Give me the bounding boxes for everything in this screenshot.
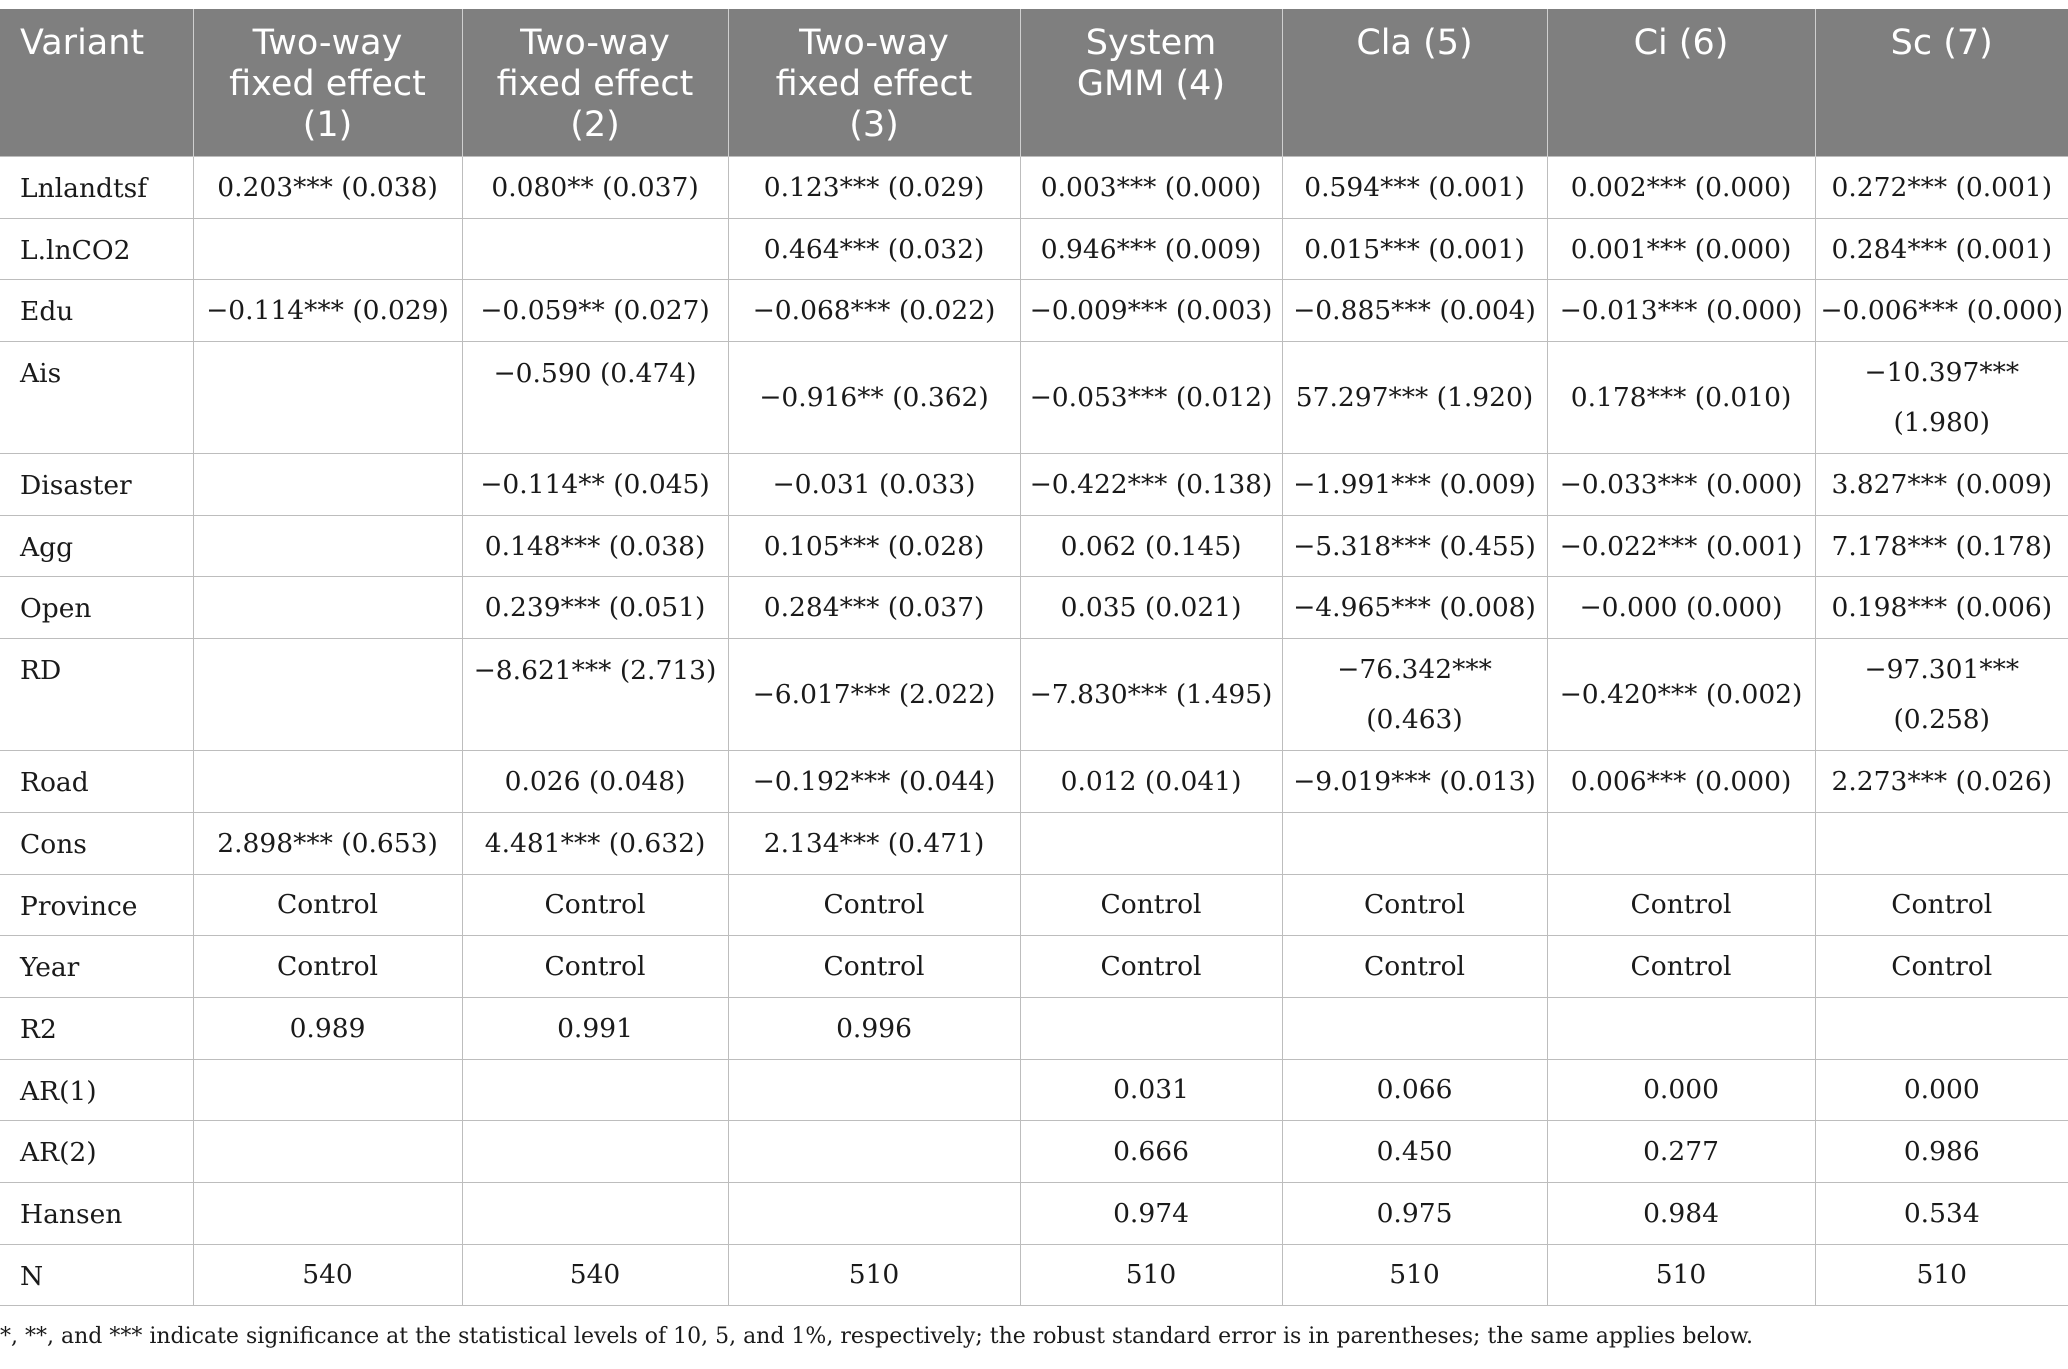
row-label: Disaster bbox=[0, 454, 193, 516]
row-label: Edu bbox=[0, 280, 193, 342]
header-label: Two-way fixed effect (2) bbox=[496, 23, 694, 145]
row-label: R2 bbox=[0, 997, 193, 1059]
table-cell: −0.885*** (0.004) bbox=[1282, 280, 1547, 342]
table-cell: 0.066 bbox=[1282, 1059, 1547, 1121]
table-cell: −6.017*** (2.022) bbox=[728, 639, 1020, 751]
table-footnote: *, **, and *** indicate significance at the statistical levels of 10, 5, and 1%, respectively; the robust standard error is in parentheses; the same applies below. bbox=[0, 1324, 1753, 1349]
table-cell: 0.000 bbox=[1547, 1059, 1815, 1121]
table-row bbox=[0, 936, 2068, 998]
table-cell: 0.001*** (0.000) bbox=[1547, 218, 1815, 280]
table-cell: 0.991 bbox=[462, 997, 728, 1059]
table-cell: 0.203*** (0.038) bbox=[193, 157, 462, 219]
table-cell: Control bbox=[1282, 874, 1547, 936]
table-cell: 0.148*** (0.038) bbox=[462, 515, 728, 577]
row-label: Lnlandtsf bbox=[0, 157, 193, 219]
table-cell bbox=[193, 1182, 462, 1244]
table-header bbox=[0, 9, 2068, 157]
row-label: Open bbox=[0, 577, 193, 639]
table-cell: 0.080** (0.037) bbox=[462, 157, 728, 219]
table-cell: Control bbox=[728, 936, 1020, 998]
table-cell: 57.297*** (1.920) bbox=[1282, 342, 1547, 454]
table-cell bbox=[462, 1121, 728, 1183]
row-label: Year bbox=[0, 936, 193, 998]
table-cell bbox=[728, 1059, 1020, 1121]
table-body bbox=[0, 157, 2068, 1306]
table-row bbox=[0, 157, 2068, 219]
cell-value: −97.301*** (0.258) bbox=[1864, 653, 2020, 735]
row-label: N bbox=[0, 1244, 193, 1306]
table-cell bbox=[193, 1059, 462, 1121]
table-cell: 0.198*** (0.006) bbox=[1815, 577, 2068, 639]
table-cell bbox=[728, 1182, 1020, 1244]
table-cell bbox=[193, 454, 462, 516]
table-cell bbox=[462, 1182, 728, 1244]
table-cell: −4.965*** (0.008) bbox=[1282, 577, 1547, 639]
table-row bbox=[0, 280, 2068, 342]
table-cell: −0.006*** (0.000) bbox=[1815, 280, 2068, 342]
table-cell: 0.996 bbox=[728, 997, 1020, 1059]
table-cell: −0.192*** (0.044) bbox=[728, 751, 1020, 813]
table-cell: Control bbox=[193, 936, 462, 998]
row-label: Ais bbox=[0, 342, 193, 454]
table-cell: 0.666 bbox=[1020, 1121, 1282, 1183]
table-row bbox=[0, 1059, 2068, 1121]
table-row bbox=[0, 218, 2068, 280]
table-cell: Control bbox=[1547, 936, 1815, 998]
table-cell: 2.898*** (0.653) bbox=[193, 812, 462, 874]
table-cell: 540 bbox=[462, 1244, 728, 1306]
table-cell: −0.033*** (0.000) bbox=[1547, 454, 1815, 516]
row-label: AR(2) bbox=[0, 1121, 193, 1183]
table-cell: −1.991*** (0.009) bbox=[1282, 454, 1547, 516]
cell-value: −76.342*** (0.463) bbox=[1337, 653, 1492, 735]
table-cell: 0.000 bbox=[1815, 1059, 2068, 1121]
table-cell: 0.239*** (0.051) bbox=[462, 577, 728, 639]
table-cell bbox=[728, 1121, 1020, 1183]
table-cell bbox=[193, 342, 462, 454]
table-cell bbox=[193, 577, 462, 639]
table-cell: 2.134*** (0.471) bbox=[728, 812, 1020, 874]
table-cell bbox=[193, 751, 462, 813]
table-cell: −7.830*** (1.495) bbox=[1020, 639, 1282, 751]
table-cell: Control bbox=[1020, 874, 1282, 936]
table-cell: 510 bbox=[1282, 1244, 1547, 1306]
table-cell: Control bbox=[1282, 936, 1547, 998]
row-label: RD bbox=[0, 639, 193, 751]
row-label: Agg bbox=[0, 515, 193, 577]
table-cell bbox=[1815, 639, 2068, 751]
table-row bbox=[0, 751, 2068, 813]
table-cell: 3.827*** (0.009) bbox=[1815, 454, 2068, 516]
table-cell: −0.022*** (0.001) bbox=[1547, 515, 1815, 577]
table-cell: 0.272*** (0.001) bbox=[1815, 157, 2068, 219]
table-cell bbox=[1020, 997, 1282, 1059]
table-row bbox=[0, 515, 2068, 577]
table-cell: 0.989 bbox=[193, 997, 462, 1059]
table-cell: 0.003*** (0.000) bbox=[1020, 157, 1282, 219]
table-cell: −0.031 (0.033) bbox=[728, 454, 1020, 516]
table-cell: Control bbox=[193, 874, 462, 936]
table-cell bbox=[1815, 997, 2068, 1059]
table-cell: 0.986 bbox=[1815, 1121, 2068, 1183]
row-label: Hansen bbox=[0, 1182, 193, 1244]
table-cell: 0.975 bbox=[1282, 1182, 1547, 1244]
table-cell: 0.035 (0.021) bbox=[1020, 577, 1282, 639]
table-cell: 2.273*** (0.026) bbox=[1815, 751, 2068, 813]
table-cell: 0.946*** (0.009) bbox=[1020, 218, 1282, 280]
table-cell: −0.422*** (0.138) bbox=[1020, 454, 1282, 516]
table-cell bbox=[1282, 997, 1547, 1059]
table-cell: Control bbox=[1020, 936, 1282, 998]
table-cell bbox=[193, 1121, 462, 1183]
table-cell: 0.534 bbox=[1815, 1182, 2068, 1244]
table-cell: 0.284*** (0.037) bbox=[728, 577, 1020, 639]
table-cell: 0.178*** (0.010) bbox=[1547, 342, 1815, 454]
table-row bbox=[0, 1182, 2068, 1244]
table-cell: 0.123*** (0.029) bbox=[728, 157, 1020, 219]
table-cell: −0.000 (0.000) bbox=[1547, 577, 1815, 639]
table-cell bbox=[1020, 812, 1282, 874]
row-label: L.lnCO2 bbox=[0, 218, 193, 280]
table-cell bbox=[1282, 812, 1547, 874]
table-cell: 7.178*** (0.178) bbox=[1815, 515, 2068, 577]
table-cell: 0.062 (0.145) bbox=[1020, 515, 1282, 577]
table-cell: 0.031 bbox=[1020, 1059, 1282, 1121]
table-cell: −0.013*** (0.000) bbox=[1547, 280, 1815, 342]
table-cell: 0.012 (0.041) bbox=[1020, 751, 1282, 813]
table-cell: −8.621*** (2.713) bbox=[462, 639, 728, 751]
table-cell: Control bbox=[462, 936, 728, 998]
table-cell bbox=[1815, 342, 2068, 454]
table-cell: −0.590 (0.474) bbox=[462, 342, 728, 454]
table-cell bbox=[462, 218, 728, 280]
table-cell: Control bbox=[462, 874, 728, 936]
table-row bbox=[0, 1244, 2068, 1306]
cell-value: −10.397*** (1.980) bbox=[1864, 356, 2020, 438]
table-cell: Control bbox=[1815, 936, 2068, 998]
table-cell: 510 bbox=[1020, 1244, 1282, 1306]
table-cell: −0.059** (0.027) bbox=[462, 280, 728, 342]
table-cell bbox=[1547, 812, 1815, 874]
table-cell bbox=[462, 1059, 728, 1121]
table-cell: −0.068*** (0.022) bbox=[728, 280, 1020, 342]
header-col-4 bbox=[1020, 9, 1282, 157]
table-cell bbox=[193, 515, 462, 577]
table-cell: 510 bbox=[1547, 1244, 1815, 1306]
table-cell: 0.277 bbox=[1547, 1121, 1815, 1183]
table-cell: −9.019*** (0.013) bbox=[1282, 751, 1547, 813]
header-label: Two-way fixed effect (3) bbox=[775, 23, 973, 145]
header-col-2 bbox=[462, 9, 728, 157]
header-col-1 bbox=[193, 9, 462, 157]
table-cell: 0.594*** (0.001) bbox=[1282, 157, 1547, 219]
table-row bbox=[0, 454, 2068, 516]
header-label: Two-way fixed effect (1) bbox=[229, 23, 426, 145]
row-label: Province bbox=[0, 874, 193, 936]
table-row bbox=[0, 639, 2068, 751]
table-cell: 0.015*** (0.001) bbox=[1282, 218, 1547, 280]
table-cell: Control bbox=[1815, 874, 2068, 936]
table-cell: Control bbox=[728, 874, 1020, 936]
row-label: Road bbox=[0, 751, 193, 813]
table-cell bbox=[1547, 997, 1815, 1059]
header-variant: Variant bbox=[0, 9, 193, 157]
table-cell: 510 bbox=[1815, 1244, 2068, 1306]
table-cell bbox=[193, 218, 462, 280]
table-cell: 0.450 bbox=[1282, 1121, 1547, 1183]
header-col-3 bbox=[728, 9, 1020, 157]
regression-table bbox=[0, 9, 2068, 1306]
table-cell: 0.006*** (0.000) bbox=[1547, 751, 1815, 813]
table-cell: −0.053*** (0.012) bbox=[1020, 342, 1282, 454]
table-cell: −0.420*** (0.002) bbox=[1547, 639, 1815, 751]
table-cell: 0.974 bbox=[1020, 1182, 1282, 1244]
table-cell: 0.105*** (0.028) bbox=[728, 515, 1020, 577]
table-cell: −0.114*** (0.029) bbox=[193, 280, 462, 342]
table-cell: Control bbox=[1547, 874, 1815, 936]
table-cell bbox=[193, 639, 462, 751]
header-col-7: Sc (7) bbox=[1815, 9, 2068, 157]
row-label: Cons bbox=[0, 812, 193, 874]
row-label: AR(1) bbox=[0, 1059, 193, 1121]
table-cell: 0.984 bbox=[1547, 1182, 1815, 1244]
header-label: System GMM (4) bbox=[1076, 23, 1226, 104]
table-cell: −0.114** (0.045) bbox=[462, 454, 728, 516]
header-col-5: Cla (5) bbox=[1282, 9, 1547, 157]
table-row bbox=[0, 1121, 2068, 1183]
table-cell: 0.002*** (0.000) bbox=[1547, 157, 1815, 219]
header-row bbox=[0, 9, 2068, 157]
table-cell bbox=[1815, 812, 2068, 874]
table-cell bbox=[1282, 639, 1547, 751]
table-cell: 0.464*** (0.032) bbox=[728, 218, 1020, 280]
header-col-6: Ci (6) bbox=[1547, 9, 1815, 157]
table-cell: 0.026 (0.048) bbox=[462, 751, 728, 813]
table-cell: 540 bbox=[193, 1244, 462, 1306]
table-row bbox=[0, 874, 2068, 936]
regression-table-container bbox=[0, 9, 2068, 1306]
table-cell: 0.284*** (0.001) bbox=[1815, 218, 2068, 280]
table-cell: −0.009*** (0.003) bbox=[1020, 280, 1282, 342]
table-cell: 510 bbox=[728, 1244, 1020, 1306]
table-cell: 4.481*** (0.632) bbox=[462, 812, 728, 874]
table-row bbox=[0, 812, 2068, 874]
table-cell: −0.916** (0.362) bbox=[728, 342, 1020, 454]
table-cell: −5.318*** (0.455) bbox=[1282, 515, 1547, 577]
table-row bbox=[0, 997, 2068, 1059]
table-row bbox=[0, 577, 2068, 639]
table-row bbox=[0, 342, 2068, 454]
